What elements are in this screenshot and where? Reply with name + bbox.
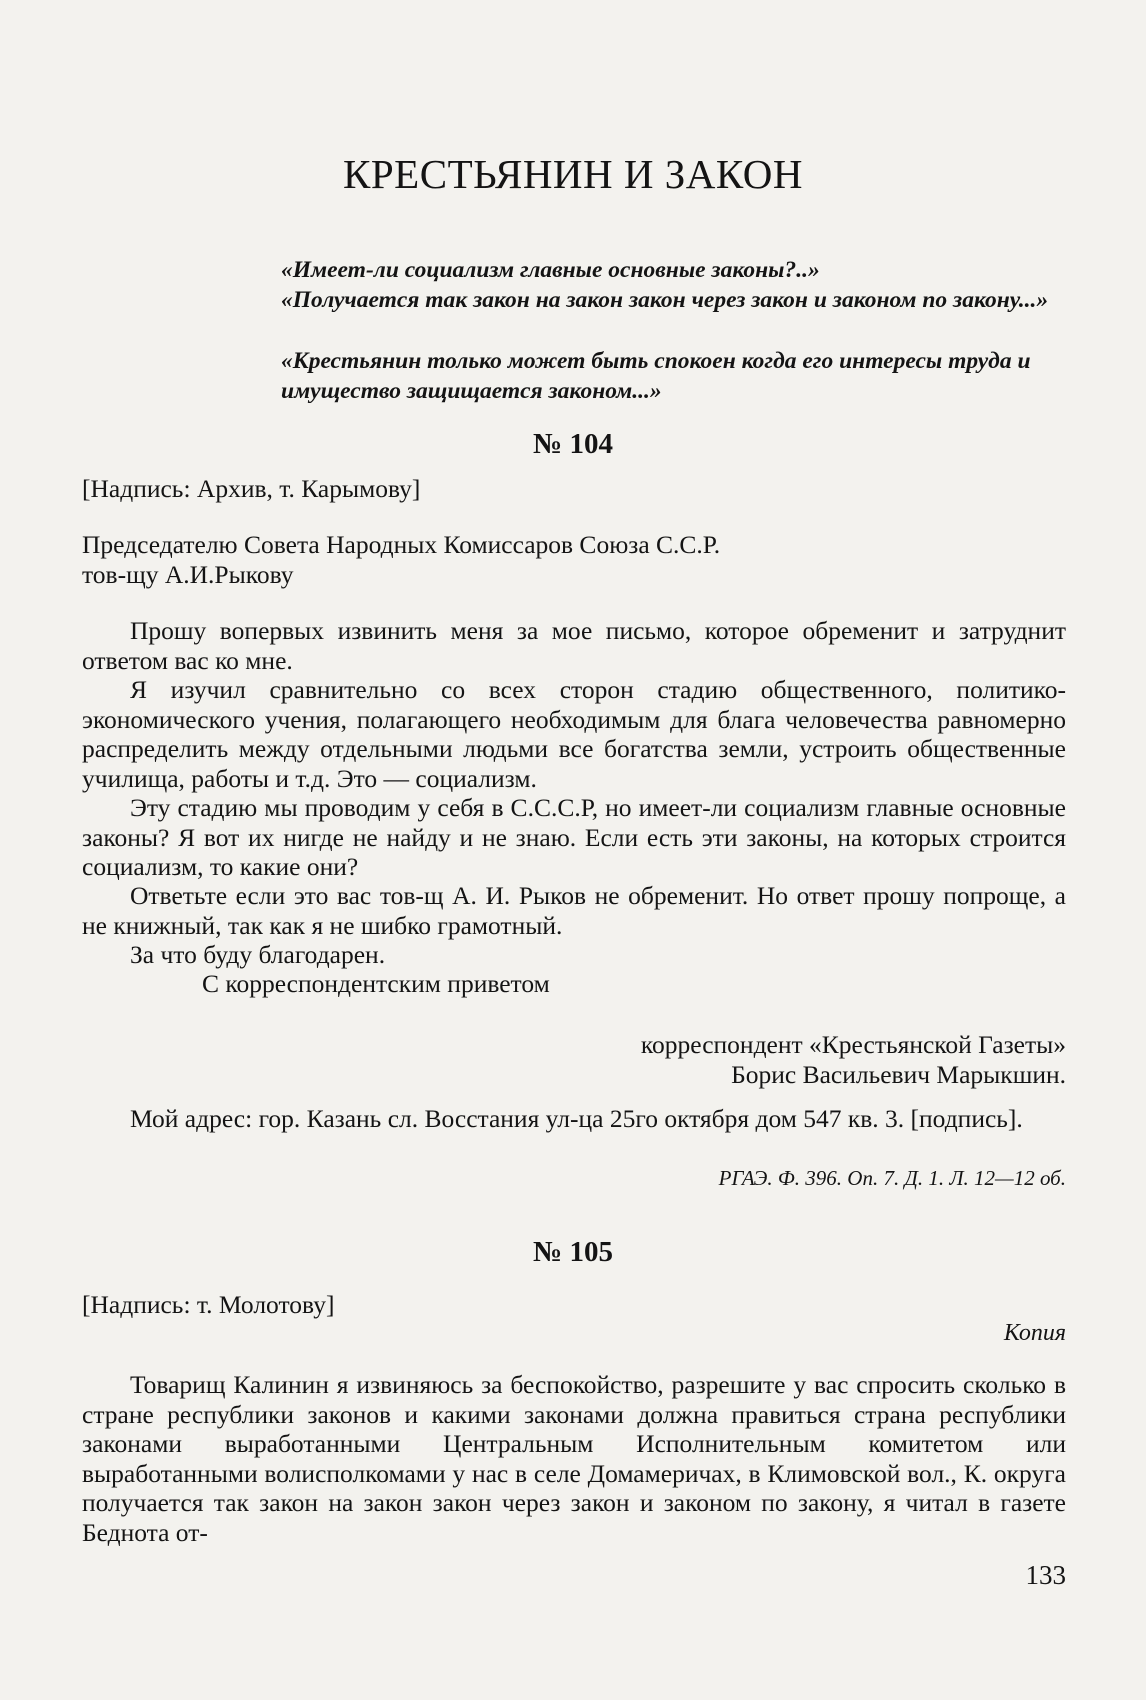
paragraph-104-4: Ответьте если это вас тов-щ А. И. Рыков не обременит. Но ответ прошу попроще, а не книжный, так как я не шибко грамотный.	[82, 881, 1066, 940]
page-title: КРЕСТЬЯНИН И ЗАКОН	[343, 151, 803, 197]
epigraph-3: «Крестьянин только может быть спокоен когда его интересы труда и имущество защищается законом...»	[281, 348, 1031, 404]
signature-line-2: Борис Васильевич Марыкшин.	[731, 1060, 1066, 1089]
addressee-line-1: Председателю Совета Народных Комиссаров Союза С.С.Р.	[82, 530, 721, 559]
sender-address: Мой адрес: гор. Казань сл. Восстания ул-ца 25го октября дом 547 кв. 3. [подпись].	[130, 1104, 1023, 1133]
page-number: 133	[1025, 1560, 1066, 1590]
paragraph-105-1: Товарищ Калинин я извиняюсь за беспокойство, разрешите у вас спросить сколько в стране республики законов и какими законами должна правиться страна республики законами выработанными Центральным Исполнительным комитетом или выработанными волисполкомами у нас в селе Домамеричах, в Климовской вол., К. округа получается так закон на закон закон через закон и законом по закону, я читал в газете Беднота от-	[82, 1370, 1066, 1547]
paragraph-104-1: Прошу вопервых извинить меня за мое письмо, которое обременит и затруднит ответом вас ко мне.	[82, 616, 1066, 675]
copy-label: Копия	[1003, 1320, 1066, 1346]
epigraph-1: «Имеет-ли социализм главные основные законы?..»	[281, 257, 820, 283]
signature-line-1: корреспондент «Крестьянской Газеты»	[640, 1030, 1066, 1059]
inscription-105: [Надпись: т. Молотову]	[82, 1290, 335, 1319]
archive-reference: РГАЭ. Ф. 396. Оп. 7. Д. 1. Л. 12—12 об.	[718, 1166, 1066, 1190]
paragraph-104-3: Эту стадию мы проводим у себя в С.С.С.Р, но имеет-ли социализм главные основные законы? Я вот их нигде не найду и не знаю. Если есть эти законы, на которых строится социализм, то какие они?	[82, 793, 1066, 881]
document-number-105: № 105	[533, 1236, 613, 1268]
paragraph-104-5: За что буду благодарен.	[130, 940, 386, 969]
inscription-104: [Надпись: Архив, т. Карымову]	[82, 474, 421, 503]
paragraph-104-2: Я изучил сравнительно со всех сторон стадию общественного, политико-экономического учения, полагающего необходимым для блага человечества равномерно распределить между отдельными людьми все богатства земли, устроить общественные училища, работы и т.д. Это — социализм.	[82, 675, 1066, 793]
document-number-104: № 104	[533, 428, 613, 460]
epigraph-2: «Получается так закон на закон закон через закон и законом по закону...»	[281, 287, 1049, 313]
greeting: С корреспондентским приветом	[202, 969, 550, 998]
addressee-line-2: тов-щу А.И.Рыкову	[82, 560, 294, 589]
